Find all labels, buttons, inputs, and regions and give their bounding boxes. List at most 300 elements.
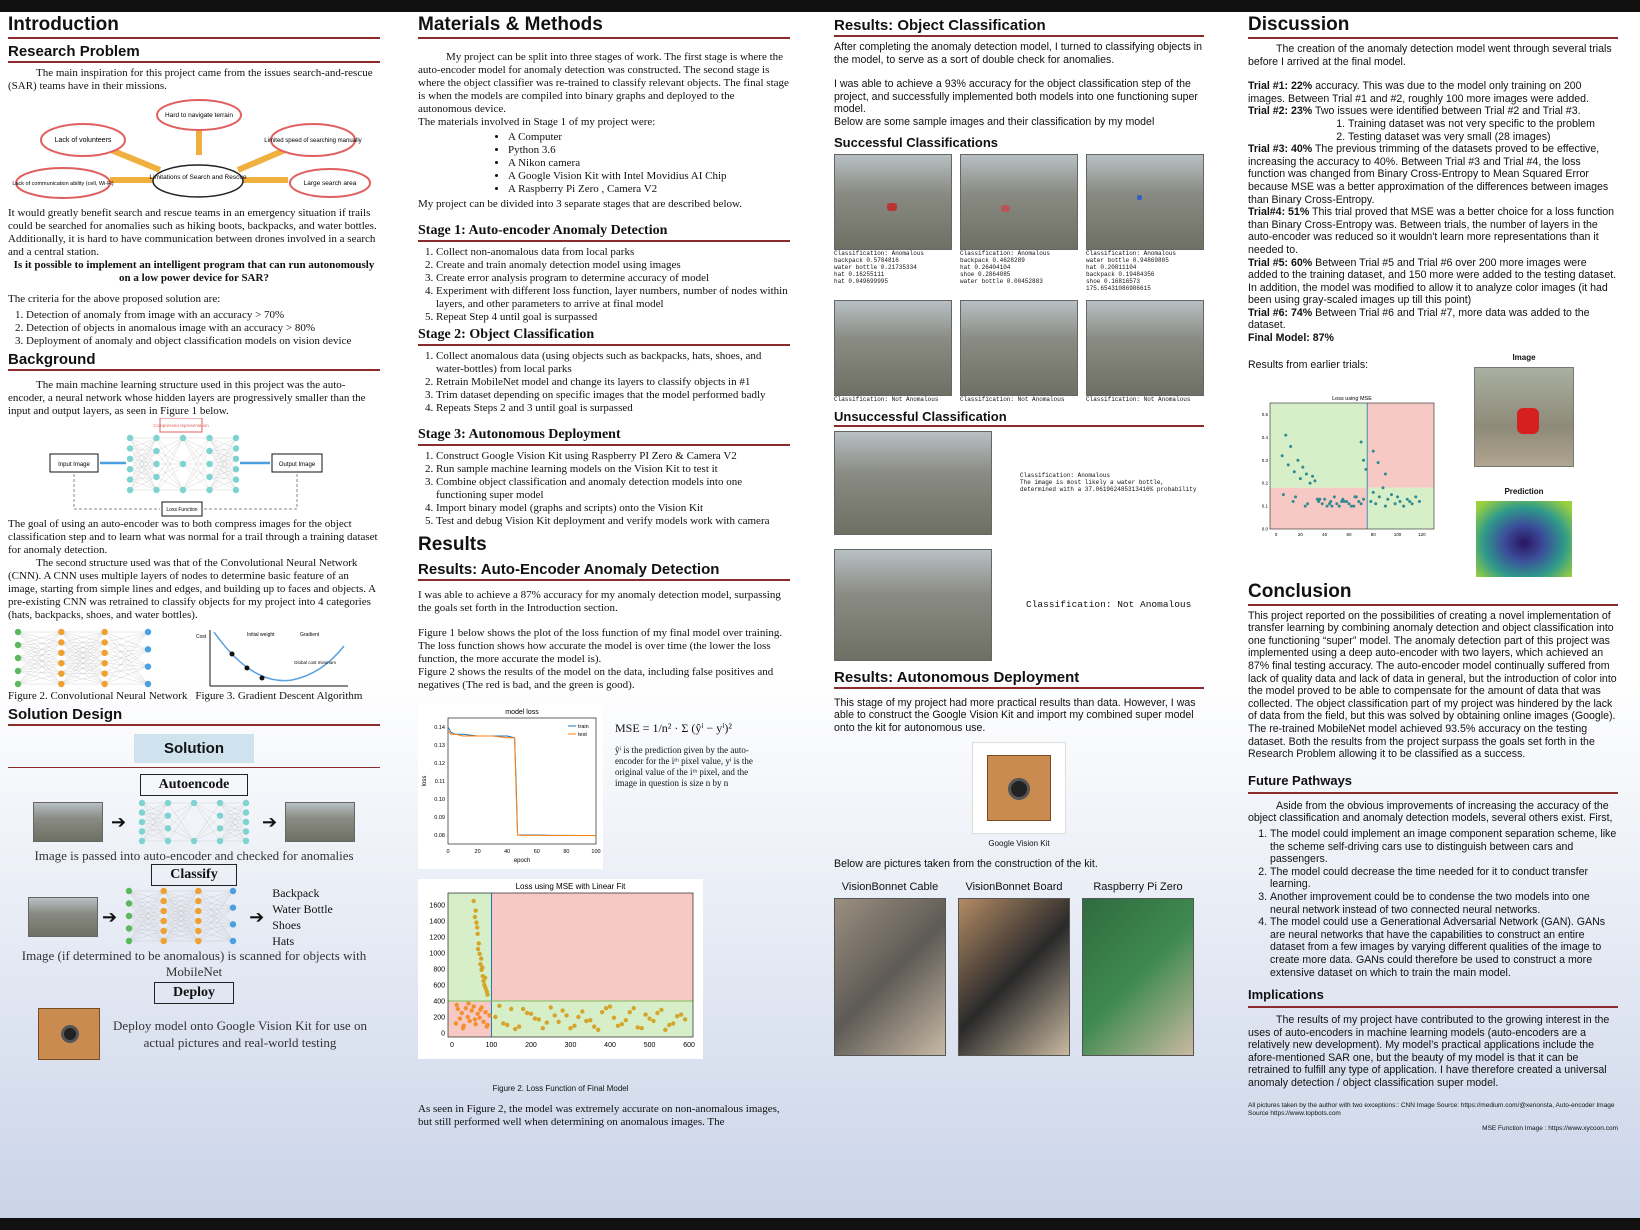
neuron-node: [230, 921, 236, 927]
y-tick-label: 800: [433, 966, 445, 974]
data-point: [1360, 503, 1363, 506]
unsuccessful-image-2: [834, 549, 992, 661]
neuron-node: [165, 825, 171, 831]
data-point: [1360, 441, 1363, 444]
future-pathways-heading: Future Pathways: [1248, 772, 1353, 788]
gd-min-label: Global cost minimum: [294, 660, 337, 665]
data-point: [517, 1024, 521, 1028]
mse-formula-description: ŷⁱ is the prediction given by the auto-encoder for the iᵗʰ pixel value, yⁱ is the original value of the iᵗʰ pixel, and the image in question is size n by n: [615, 745, 753, 788]
neuron-node: [161, 938, 167, 944]
google-vision-kit-image: [972, 742, 1066, 834]
data-point: [1406, 498, 1409, 501]
neuron-node: [153, 461, 159, 467]
data-point: [1414, 496, 1417, 499]
neuron-node: [180, 435, 186, 441]
region-bad: [1367, 403, 1434, 488]
future-pathways-intro: Aside from the obvious improvements of increasing the accuracy of the object classification and anomaly detection models, several others exist. First,: [1248, 799, 1613, 825]
data-point: [568, 1026, 572, 1030]
data-point: [1384, 505, 1387, 508]
data-point: [497, 1004, 501, 1008]
neuron-node: [161, 918, 167, 924]
neuron-node: [217, 800, 223, 806]
discussion-title: Discussion: [1248, 14, 1618, 39]
autoencode-caption: Image is passed into auto-encoder and checked for anomalies: [34, 848, 354, 863]
criteria-item: 3. Deployment of anomaly and object classification models on vision device: [26, 335, 380, 348]
trial-2-issue: 2. Testing dataset was very small (28 images): [1348, 131, 1618, 144]
sar-limitations-diagram: [8, 95, 380, 203]
background-paragraph-2: The goal of using an auto-encoder was to both compress images for the object classification step and to learn what was normal for a trail through a training dataset for anomaly detection.: [8, 518, 378, 556]
data-point: [529, 1012, 533, 1016]
neuron-node: [127, 435, 133, 441]
data-point: [458, 1016, 462, 1020]
x-tick-label: 100: [1393, 532, 1402, 538]
neuron-node: [206, 448, 212, 454]
neuron-node: [127, 476, 133, 482]
data-point: [473, 1017, 477, 1021]
mse-credit: MSE Function Image : https://www.xycoon.com: [1482, 1124, 1618, 1132]
ae-network: [127, 435, 239, 493]
data-point: [1335, 503, 1338, 506]
data-point: [1381, 487, 1384, 490]
neuron-node: [233, 435, 239, 441]
data-point: [1326, 505, 1329, 508]
data-point: [1372, 491, 1375, 494]
data-point: [485, 992, 489, 996]
data-point: [604, 1006, 608, 1010]
plot-frame: [448, 718, 596, 844]
success-caption: Classification: Not Anomalous: [1086, 395, 1191, 403]
data-point: [1411, 503, 1414, 506]
neuron-node: [206, 474, 212, 480]
data-point: [525, 1011, 529, 1015]
region-good: [491, 1001, 693, 1037]
neuron-node: [243, 828, 249, 834]
data-point: [493, 1015, 497, 1019]
data-point: [533, 1016, 537, 1020]
data-point: [1372, 450, 1375, 453]
neuron-node: [15, 655, 21, 661]
loss-figure-caption: Figure 2. Loss Function of Final Model: [492, 1084, 629, 1093]
y-tick-label: 400: [433, 998, 445, 1006]
y-tick-label: 0.3: [1261, 458, 1268, 464]
neuron-node: [243, 838, 249, 844]
gradient-descent-figure: [192, 626, 352, 690]
stage-3-item: 4. Import binary model (graphs and scripts) onto the Vision Kit: [436, 502, 790, 515]
neuron-node: [195, 928, 201, 934]
neuron-node: [233, 476, 239, 482]
image-credits: All pictures taken by the author with two exceptions:: CNN Image Source: https://medium.com/@xenonsta, Auto-encoder Image Source https://www.topbots.com: [1248, 1101, 1615, 1117]
success-sample: [1086, 300, 1204, 403]
stage-1-item: 3. Create error analysis program to determine accuracy of model: [436, 272, 790, 285]
background-paragraph-3: The second structure used was that of the Convolutional Neural Network (CNN). A CNN uses multiple layers of nodes to determine basic feature of an image, starting from simple lines and edges, and building up to faces and objects. A pre-existing CNN was retrained to classify objects for my project into 4 categories (hats, backpacks, shoes, and water bottles).: [8, 557, 376, 621]
data-point: [556, 1020, 560, 1024]
neuron-node: [206, 435, 212, 441]
deployment-heading: Results: Autonomous Deployment: [834, 669, 1204, 689]
data-point: [1309, 482, 1312, 485]
cnn-figure: [8, 626, 178, 690]
data-point: [513, 1027, 517, 1031]
trial-6-text: Between Trial #6 and Trial #7, more data was added to the dataset.: [1248, 306, 1590, 332]
unsuccessful-heading: Unsuccessful Classification: [834, 409, 1204, 427]
neuron-node: [101, 660, 107, 666]
stage-2-item: 4. Repeats Steps 2 and 3 until goal is surpassed: [436, 402, 790, 415]
x-tick-label: 0: [449, 1042, 454, 1049]
neuron-node: [58, 681, 64, 687]
x-tick-label: 20: [1297, 532, 1303, 538]
data-point: [487, 1013, 491, 1017]
neuron-node: [58, 670, 64, 676]
stage-2-heading: Stage 2: Object Classification: [418, 327, 790, 346]
neuron-node: [217, 812, 223, 818]
data-point: [454, 1021, 458, 1025]
neuron-node: [58, 650, 64, 656]
data-point: [477, 941, 481, 945]
y-tick-label: 0.08: [434, 833, 445, 839]
neuron-node: [161, 898, 167, 904]
stage-2-item: 1. Collect anomalous data (using objects such as backpacks, hats, shoes, and water-bottles) from local parks: [436, 350, 790, 376]
background-paragraph-1: The main machine learning structure used in this project was the auto-encoder, a neural network whose hidden layers are progressively smaller than the input and output layers, as seen in Figure 1 below.: [8, 379, 366, 417]
data-point: [655, 1011, 659, 1015]
x-tick-label: 60: [1346, 532, 1352, 538]
data-point: [628, 1010, 632, 1014]
data-point: [1333, 496, 1336, 499]
stage-3-heading: Stage 3: Autonomous Deployment: [418, 427, 790, 446]
x-tick-label: 600: [683, 1042, 695, 1049]
y-tick-label: 0.14: [434, 725, 445, 731]
data-point: [475, 932, 479, 936]
data-point: [470, 1008, 474, 1012]
neuron-node: [126, 925, 132, 931]
intro-paragraph-2: It would greatly benefit search and rescue teams in an emergency situation if trails could be searched for anomalies such as hiking boots, backpacks, and water bottles. Additionally, it is hard to have communication between drones involved in a search and a central station.: [8, 207, 377, 258]
kit-label: Raspberry Pi Zero: [1093, 880, 1183, 893]
y-tick-label: 0.2: [1261, 480, 1268, 486]
model-loss-chart: [418, 704, 603, 869]
data-point: [475, 925, 479, 929]
y-tick-label: 0.11: [434, 779, 445, 785]
methods-paragraph-2: My project can be divided into 3 separate stages that are described below.: [418, 198, 742, 210]
data-point: [1304, 505, 1307, 508]
data-point: [545, 1020, 549, 1024]
data-point: [468, 1019, 472, 1023]
x-tick-label: 60: [533, 849, 540, 855]
data-point: [479, 956, 483, 960]
data-point: [584, 1019, 588, 1023]
data-point: [1364, 468, 1367, 471]
neuron-node: [195, 938, 201, 944]
success-caption: Classification: Anomalous water bottle 0.94869805 hat 0.20811104 backpack 0.19484356 shoe 0.16816573 175.65431086986615: [1086, 249, 1177, 292]
data-point: [1362, 498, 1365, 501]
ae-results-p1: I was able to achieve a 87% accuracy for my anomaly detection model, surpassing the goals set forth in the Introduction section.: [418, 589, 781, 614]
y-tick-label: 0: [441, 1030, 445, 1038]
data-point: [1287, 464, 1290, 467]
data-point: [483, 976, 487, 980]
neuron-node: [145, 681, 151, 687]
solution-design-heading: Solution Design: [8, 706, 380, 726]
data-point: [1293, 470, 1296, 473]
neuron-node: [243, 800, 249, 806]
data-point: [1318, 498, 1321, 501]
y-tick-label: 0.4: [1261, 435, 1268, 441]
x-tick-label: 0: [1274, 532, 1278, 538]
final-model-label: Final Model: 87%: [1248, 332, 1334, 345]
data-point: [643, 1012, 647, 1016]
data-point: [1328, 503, 1331, 506]
neuron-node: [161, 888, 167, 894]
neuron-node: [165, 838, 171, 844]
data-point: [572, 1024, 576, 1028]
neuron-node: [233, 487, 239, 493]
x-tick-label: 40: [504, 849, 511, 855]
data-point: [651, 1019, 655, 1023]
y-tick-label: 0.0: [1261, 526, 1268, 532]
legend-label: train: [578, 724, 589, 730]
materials-intro: The materials involved in Stage 1 of my project were:: [418, 116, 656, 128]
neuron-node: [58, 660, 64, 666]
gd-initial-label: Initial weight: [247, 632, 275, 638]
data-point: [683, 1017, 687, 1021]
data-point: [596, 1028, 600, 1032]
y-tick-label: 1400: [429, 918, 445, 926]
stage-1-item: 1. Collect non-anomalous data from local parks: [436, 246, 790, 259]
stage-2-item: 3. Trim dataset depending on specific images that the model performed badly: [436, 389, 790, 402]
data-point: [473, 1022, 477, 1026]
x-tick-label: 300: [564, 1042, 577, 1049]
intro-title: Introduction: [8, 14, 380, 39]
data-point: [537, 1017, 541, 1021]
future-pathway-item: 4. The model could use a Generational Adversarial Network (GAN). GANs are neural networks that have the capabilities to construct an entire dataset from a few images by varying different qualities of the image to create more data. GANs could therefore be used to construct a more extensive dataset on which to train the main model.: [1270, 916, 1618, 979]
neuron-node: [101, 670, 107, 676]
neuron-node: [180, 487, 186, 493]
success-caption: Classification: Not Anomalous: [960, 395, 1065, 403]
neuron-node: [165, 812, 171, 818]
data-point: [473, 908, 477, 912]
data-point: [477, 952, 481, 956]
data-point: [1418, 500, 1421, 503]
stage-1-item: 2. Create and train anomaly detection model using images: [436, 259, 790, 272]
autoencode-network: [134, 797, 254, 847]
kit-photo-cable: [834, 898, 946, 1056]
y-tick-label: 200: [433, 1014, 445, 1022]
data-point: [509, 1007, 513, 1011]
neuron-node: [233, 456, 239, 462]
classify-caption: Image (if determined to be anomalous) is scanned for objects with MobileNet: [21, 948, 367, 979]
series-line-test: [448, 731, 596, 836]
deployment-p1: This stage of my project had more practical results than data. However, I was able to construct the Google Vision Kit and import my combined super model onto the kit for autonomous use.: [834, 696, 1196, 734]
diagram-node-speed: Limited speed of searching manually: [264, 138, 362, 144]
data-point: [1378, 496, 1381, 499]
diagram-node-communication: Lack of communication ability (cell, Wi-Fi): [12, 181, 114, 187]
data-point: [1323, 498, 1326, 501]
vision-kit-image: [38, 1008, 100, 1060]
solution-label: Solution: [134, 734, 254, 763]
ae-results-heading: Results: Auto-Encoder Anomaly Detection: [418, 561, 790, 581]
research-question: Is it possible to implement an intelligent program that can run autonomously on a low power device for SAR?: [13, 259, 375, 284]
mse-linear-fit-chart: [418, 879, 703, 1059]
x-tick-label: 500: [643, 1042, 656, 1049]
class-water-bottle: Water Bottle: [272, 902, 333, 916]
neuron-node: [126, 900, 132, 906]
region-good: [1367, 488, 1434, 529]
criteria-item: 2. Detection of objects in anomalous image with an accuracy > 80%: [26, 322, 380, 335]
stage-3-item: 1. Construct Google Vision Kit using Raspberry PI Zero & Camera V2: [436, 450, 790, 463]
data-point: [541, 1026, 545, 1030]
kit-label: VisionBonnet Cable: [841, 880, 939, 893]
material-item: • A Raspberry Pi Zero , Camera V2: [508, 183, 790, 196]
deploy-label: Deploy: [154, 982, 234, 1004]
research-problem-heading: Research Problem: [8, 43, 380, 63]
trial-2-text: Two issues were identified between Trial #2 and Trial #3.: [1312, 105, 1581, 118]
x-tick-label: 80: [563, 849, 570, 855]
neuron-node: [191, 800, 197, 806]
data-point: [471, 1004, 475, 1008]
neuron-node: [191, 838, 197, 844]
data-point: [1398, 500, 1401, 503]
autoencoder-figure: [8, 418, 380, 518]
region-good: [1270, 403, 1367, 488]
data-point: [1352, 505, 1355, 508]
data-point: [456, 1007, 460, 1011]
success-sample: [960, 300, 1078, 403]
criteria-intro: The criteria for the above proposed solution are:: [8, 293, 221, 305]
data-point: [460, 1011, 464, 1015]
data-point: [1338, 505, 1341, 508]
neuron-node: [145, 646, 151, 652]
neuron-node: [230, 888, 236, 894]
neuron-node: [180, 461, 186, 467]
data-point: [580, 1009, 584, 1013]
neuron-node: [127, 445, 133, 451]
kit-photo-board: [958, 898, 1070, 1056]
future-pathway-item: 3. Another improvement could be to condense the two models into one neural network instead of two connected neural networks.: [1270, 891, 1618, 916]
data-point: [592, 1024, 596, 1028]
neuron-node: [153, 448, 159, 454]
success-sample: [1086, 154, 1204, 292]
y-tick-label: 0.5: [1261, 412, 1268, 418]
sample-input-image: [1474, 367, 1574, 467]
data-point: [474, 920, 478, 924]
x-tick-label: 200: [525, 1042, 537, 1049]
classify-label: Classify: [151, 864, 236, 886]
data-point: [1377, 461, 1380, 464]
data-point: [473, 915, 477, 919]
neuron-node: [139, 828, 145, 834]
trial-4-text: This trial proved that MSE was a better choice for a loss function than Binary Cross-Entropy was. Between trials, the number of layers in the auto-encoder was reduced so it wouldn't learn more representations than it needed to.: [1248, 206, 1615, 256]
data-point: [667, 1023, 671, 1027]
column-object-classification: [834, 14, 1204, 1216]
class-list: [272, 885, 333, 949]
vision-kit-caption: Google Vision Kit: [988, 839, 1050, 849]
x-tick-label: 40: [1322, 532, 1328, 538]
trial-2-label: Trial #2: 23%: [1248, 105, 1313, 118]
objclass-p1: After completing the anomaly detection model, I turned to classifying objects in the model, to serve as a sort of double check for anomalies.: [834, 41, 1203, 66]
stage-3-item: 2. Run sample machine learning models on the Vision Kit to test it: [436, 463, 790, 476]
stage-2-list: [418, 350, 790, 415]
column-discussion: [1248, 14, 1618, 1216]
y-tick-label: 0.13: [434, 743, 445, 749]
neuron-node: [58, 629, 64, 635]
data-point: [1362, 459, 1365, 462]
trial-6-label: Trial #6: 74%: [1248, 306, 1313, 319]
diagram-node-volunteers: Lack of volunteers: [54, 137, 112, 144]
neuron-node: [139, 838, 145, 844]
neuron-node: [243, 809, 249, 815]
data-point: [481, 1020, 485, 1024]
data-point: [464, 1006, 468, 1010]
prediction-heatmap: [1476, 501, 1572, 577]
diagram-node-terrain: Hard to navigate terrain: [165, 112, 233, 119]
data-point: [476, 947, 480, 951]
data-point: [663, 1028, 667, 1032]
success-caption: Classification: Not Anomalous: [834, 395, 939, 403]
data-point: [552, 1013, 556, 1017]
trail-output-image: [285, 802, 355, 842]
ae-results-p3: Figure 2 shows the results of the model on the data, including false positives and negatives (The red is bad, and the green is good).: [418, 666, 774, 691]
trial-1-label: Trial #1: 22%: [1248, 80, 1313, 93]
data-point: [1305, 473, 1308, 476]
data-point: [471, 899, 475, 903]
earlier-trials-chart: [1248, 393, 1438, 543]
success-sample: [834, 154, 952, 292]
neuron-node: [153, 474, 159, 480]
data-point: [675, 1014, 679, 1018]
neuron-node: [139, 809, 145, 815]
neuron-node: [165, 800, 171, 806]
conclusion-heading: Conclusion: [1248, 581, 1618, 606]
stage-1-item: 5. Repeat Step 4 until goal is surpassed: [436, 311, 790, 324]
kit-label: VisionBonnet Board: [965, 880, 1063, 893]
data-point: [1313, 480, 1316, 483]
data-point: [1374, 503, 1377, 506]
trail-anomalous-image: [28, 897, 98, 937]
unsuccessful-image-1: [834, 431, 992, 535]
unsuccessful-caption-2: Classification: Not Anomalous: [1026, 599, 1192, 611]
neuron-node: [195, 898, 201, 904]
diagram-node-area: Large search area: [303, 180, 357, 187]
criteria-item: 1. Detection of anomaly from image with an accuracy > 70%: [26, 309, 380, 322]
kit-photos: [834, 881, 1204, 1056]
objclass-p3: Below are some sample images and their classification by my model: [834, 115, 1155, 128]
image-label: Image: [1512, 352, 1536, 362]
neuron-node: [243, 819, 249, 825]
figure-2-caption: Figure 2. Convolutional Neural Network: [8, 690, 188, 702]
stage-3-list: [418, 450, 790, 528]
neuron-node: [230, 938, 236, 944]
ae-compressed-label: Compressed representation: [153, 423, 209, 428]
stage-3-item: 3. Combine object classification and anomaly detection models into one functioning super model: [436, 476, 790, 502]
neuron-node: [217, 838, 223, 844]
conclusion-text: This project reported on the possibilities of creating a novel implementation of transfer learning by combining anomaly detection and object classification into one functioning “super” model. The anomaly detection part of this project was implemented using a deep auto-encoder with two layers, which achieved an 87% final testing accuracy. The auto-encoder model continually suffered from lack of quality data and lack of data in general, but the introduction of color into the model proved to be able to compensate for the amount of data that was collected. The object classification part of my project was hindered by the lack of data from the field, but this was solved by obtaining online images (Google). The re-trained MobileNet model achieved 93.5% accuracy on the testing dataset. Both the results from the project surpass the goals set forth in the Research Problem allowing it to be classified as a success.: [1248, 609, 1617, 761]
data-point: [1301, 466, 1304, 469]
data-point: [1294, 496, 1297, 499]
neuron-node: [233, 445, 239, 451]
stage-1-item: 4. Experiment with different loss function, layer numbers, number of nodes within layers, and other parameters to arrive at final model: [436, 285, 790, 311]
gd-gradient-label: Gradient: [300, 632, 320, 638]
x-axis-label: epoch: [513, 858, 531, 864]
data-point: [647, 1016, 651, 1020]
ae-input-label: Input Image: [58, 462, 90, 468]
material-item: • A Computer: [508, 131, 790, 144]
y-tick-label: 1200: [429, 934, 445, 942]
data-point: [1396, 496, 1399, 499]
x-tick-label: 80: [1370, 532, 1376, 538]
neuron-node: [139, 800, 145, 806]
class-backpack: Backpack: [272, 886, 320, 900]
data-point: [483, 1010, 487, 1014]
data-point: [1299, 477, 1302, 480]
autoencode-label: Autoencode: [140, 774, 249, 796]
y-tick-label: 0.10: [434, 797, 445, 803]
chart-title: Loss using MSE: [1332, 396, 1372, 403]
